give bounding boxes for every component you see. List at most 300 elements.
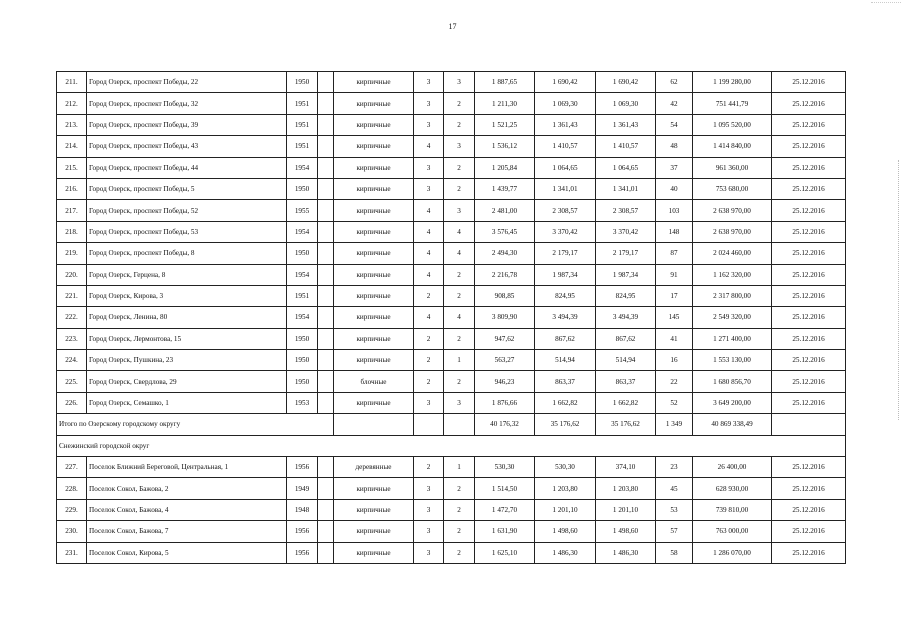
area-residential-cell: 514,94 — [596, 350, 656, 371]
table-row — [57, 136, 846, 157]
table-body-totals — [57, 414, 846, 457]
cost-cell: 1 553 130,00 — [693, 350, 772, 371]
residents-cell: 103 — [656, 200, 693, 221]
area-total-cell: 1 536,12 — [475, 136, 535, 157]
total-label: Итого по Озерскому городскому округу — [57, 414, 334, 435]
area-residential-cell: 1 690,42 — [596, 72, 656, 93]
row-number: 222. — [57, 307, 87, 328]
year-cell: 1949 — [287, 478, 318, 499]
address-cell: Город Озерск, проспект Победы, 44 — [87, 157, 287, 178]
address-cell: Город Озерск, проспект Победы, 32 — [87, 93, 287, 114]
table-body-snezhinsk — [57, 457, 846, 564]
area-residential-cell: 1 361,43 — [596, 114, 656, 135]
row-number: 227. — [57, 457, 87, 478]
floors-cell: 2 — [414, 371, 444, 392]
entrances-cell: 4 — [444, 221, 475, 242]
floors-cell: 2 — [414, 285, 444, 306]
floors-cell: 4 — [414, 136, 444, 157]
area-total-cell: 3 576,45 — [475, 221, 535, 242]
year-cell: 1948 — [287, 499, 318, 520]
entrances-cell: 1 — [444, 457, 475, 478]
year-cell: 1956 — [287, 457, 318, 478]
wall-material-cell: кирпичные — [334, 178, 414, 199]
table-row — [57, 350, 846, 371]
date-cell: 25.12.2016 — [772, 178, 846, 199]
blank-cell — [318, 521, 334, 542]
date-cell: 25.12.2016 — [772, 350, 846, 371]
residents-cell: 148 — [656, 221, 693, 242]
entrances-cell: 3 — [444, 72, 475, 93]
area-living-cell: 530,30 — [535, 457, 596, 478]
date-cell: 25.12.2016 — [772, 371, 846, 392]
residents-cell: 45 — [656, 478, 693, 499]
table-row — [57, 114, 846, 135]
wall-material-cell: кирпичные — [334, 221, 414, 242]
blank-cell — [318, 200, 334, 221]
table-row — [57, 521, 846, 542]
section-label: Снежинский городской округ — [57, 435, 846, 456]
year-cell: 1951 — [287, 285, 318, 306]
year-cell: 1951 — [287, 114, 318, 135]
area-living-cell: 514,94 — [535, 350, 596, 371]
total-row-ozersk — [57, 414, 846, 435]
address-cell: Поселок Сокол, Бажова, 2 — [87, 478, 287, 499]
area-living-cell: 1 341,01 — [535, 178, 596, 199]
area-total-cell: 1 211,30 — [475, 93, 535, 114]
area-living-cell: 1 690,42 — [535, 72, 596, 93]
wall-material-cell: кирпичные — [334, 285, 414, 306]
area-total-cell: 947,62 — [475, 328, 535, 349]
row-number: 226. — [57, 392, 87, 413]
entrances-cell: 2 — [444, 499, 475, 520]
area-total-cell: 1 514,50 — [475, 478, 535, 499]
floors-cell: 3 — [414, 114, 444, 135]
floors-cell: 3 — [414, 521, 444, 542]
cost-cell: 1 286 070,00 — [693, 542, 772, 563]
address-cell: Город Озерск, проспект Победы, 43 — [87, 136, 287, 157]
row-number: 224. — [57, 350, 87, 371]
area-total-cell: 1 631,90 — [475, 521, 535, 542]
area-total-cell: 3 809,90 — [475, 307, 535, 328]
entrances-cell: 2 — [444, 178, 475, 199]
floors-cell: 4 — [414, 200, 444, 221]
address-cell: Поселок Сокол, Бажова, 4 — [87, 499, 287, 520]
floors-cell: 4 — [414, 264, 444, 285]
residents-cell: 91 — [656, 264, 693, 285]
cost-cell: 2 549 320,00 — [693, 307, 772, 328]
date-cell: 25.12.2016 — [772, 478, 846, 499]
cost-cell: 2 024 460,00 — [693, 243, 772, 264]
area-living-cell: 1 498,60 — [535, 521, 596, 542]
year-cell: 1950 — [287, 178, 318, 199]
area-residential-cell: 1 498,60 — [596, 521, 656, 542]
year-cell: 1950 — [287, 72, 318, 93]
page-number: 17 — [448, 22, 457, 31]
date-cell: 25.12.2016 — [772, 499, 846, 520]
floors-cell: 3 — [414, 157, 444, 178]
year-cell: 1953 — [287, 392, 318, 413]
blank-cell — [318, 178, 334, 199]
area-total-cell: 908,85 — [475, 285, 535, 306]
residents-cell: 16 — [656, 350, 693, 371]
area-residential-cell: 2 179,17 — [596, 243, 656, 264]
cost-cell: 2 317 800,00 — [693, 285, 772, 306]
row-number: 216. — [57, 178, 87, 199]
floors-cell: 3 — [414, 72, 444, 93]
total-blank-cell — [334, 414, 414, 435]
table-row — [57, 221, 846, 242]
wall-material-cell: кирпичные — [334, 307, 414, 328]
area-total-cell: 1 472,70 — [475, 499, 535, 520]
blank-cell — [318, 243, 334, 264]
wall-material-cell: кирпичные — [334, 478, 414, 499]
year-cell: 1954 — [287, 264, 318, 285]
wall-material-cell: кирпичные — [334, 499, 414, 520]
year-cell: 1956 — [287, 542, 318, 563]
wall-material-cell: деревянные — [334, 457, 414, 478]
total-area-residential: 35 176,62 — [596, 414, 656, 435]
year-cell: 1950 — [287, 350, 318, 371]
area-total-cell: 1 439,77 — [475, 178, 535, 199]
floors-cell: 3 — [414, 178, 444, 199]
area-total-cell: 1 625,10 — [475, 542, 535, 563]
area-total-cell: 2 216,78 — [475, 264, 535, 285]
row-number: 211. — [57, 72, 87, 93]
floors-cell: 3 — [414, 478, 444, 499]
blank-cell — [318, 93, 334, 114]
entrances-cell: 2 — [444, 285, 475, 306]
area-living-cell: 3 494,39 — [535, 307, 596, 328]
entrances-cell: 1 — [444, 350, 475, 371]
blank-cell — [318, 221, 334, 242]
table-row — [57, 72, 846, 93]
date-cell: 25.12.2016 — [772, 521, 846, 542]
row-number: 225. — [57, 371, 87, 392]
area-total-cell: 530,30 — [475, 457, 535, 478]
area-living-cell: 2 308,57 — [535, 200, 596, 221]
wall-material-cell: блочные — [334, 371, 414, 392]
area-living-cell: 1 987,34 — [535, 264, 596, 285]
table-row — [57, 178, 846, 199]
total-area-living: 35 176,62 — [535, 414, 596, 435]
row-number: 217. — [57, 200, 87, 221]
entrances-cell: 3 — [444, 136, 475, 157]
area-residential-cell: 1 486,30 — [596, 542, 656, 563]
floors-cell: 2 — [414, 328, 444, 349]
residents-cell: 40 — [656, 178, 693, 199]
section-header-snezhinsk — [57, 435, 846, 456]
table-row — [57, 457, 846, 478]
area-living-cell: 1 662,82 — [535, 392, 596, 413]
residents-cell: 23 — [656, 457, 693, 478]
area-total-cell: 2 481,00 — [475, 200, 535, 221]
wall-material-cell: кирпичные — [334, 72, 414, 93]
area-living-cell: 3 370,42 — [535, 221, 596, 242]
date-cell: 25.12.2016 — [772, 200, 846, 221]
row-number: 215. — [57, 157, 87, 178]
row-number: 228. — [57, 478, 87, 499]
residents-cell: 62 — [656, 72, 693, 93]
table-body-ozersk — [57, 72, 846, 414]
cost-cell: 3 649 200,00 — [693, 392, 772, 413]
cost-cell: 751 441,79 — [693, 93, 772, 114]
table-row — [57, 285, 846, 306]
table-row — [57, 328, 846, 349]
area-residential-cell: 1 203,80 — [596, 478, 656, 499]
wall-material-cell: кирпичные — [334, 521, 414, 542]
row-number: 212. — [57, 93, 87, 114]
blank-cell — [318, 542, 334, 563]
year-cell: 1954 — [287, 221, 318, 242]
date-cell: 25.12.2016 — [772, 136, 846, 157]
area-living-cell: 824,95 — [535, 285, 596, 306]
blank-cell — [318, 499, 334, 520]
blank-cell — [318, 157, 334, 178]
total-residents: 1 349 — [656, 414, 693, 435]
table-row — [57, 478, 846, 499]
residents-cell: 22 — [656, 371, 693, 392]
row-number: 220. — [57, 264, 87, 285]
row-number: 214. — [57, 136, 87, 157]
address-cell: Город Озерск, Семашко, 1 — [87, 392, 287, 413]
residents-cell: 48 — [656, 136, 693, 157]
area-residential-cell: 3 370,42 — [596, 221, 656, 242]
wall-material-cell: кирпичные — [334, 157, 414, 178]
date-cell: 25.12.2016 — [772, 457, 846, 478]
area-residential-cell: 1 069,30 — [596, 93, 656, 114]
cost-cell: 1 414 840,00 — [693, 136, 772, 157]
wall-material-cell: кирпичные — [334, 93, 414, 114]
date-cell: 25.12.2016 — [772, 307, 846, 328]
cost-cell: 961 360,00 — [693, 157, 772, 178]
entrances-cell: 4 — [444, 243, 475, 264]
area-residential-cell: 1 987,34 — [596, 264, 656, 285]
entrances-cell: 3 — [444, 200, 475, 221]
date-cell: 25.12.2016 — [772, 243, 846, 264]
date-cell: 25.12.2016 — [772, 72, 846, 93]
cost-cell: 1 199 280,00 — [693, 72, 772, 93]
area-living-cell: 1 064,65 — [535, 157, 596, 178]
blank-cell — [318, 264, 334, 285]
area-total-cell: 2 494,30 — [475, 243, 535, 264]
table-row — [57, 307, 846, 328]
area-living-cell: 1 201,10 — [535, 499, 596, 520]
wall-material-cell: кирпичные — [334, 136, 414, 157]
area-residential-cell: 1 201,10 — [596, 499, 656, 520]
cost-cell: 739 810,00 — [693, 499, 772, 520]
wall-material-cell: кирпичные — [334, 328, 414, 349]
table-row — [57, 371, 846, 392]
area-total-cell: 1 876,66 — [475, 392, 535, 413]
residents-cell: 41 — [656, 328, 693, 349]
date-cell: 25.12.2016 — [772, 328, 846, 349]
year-cell: 1951 — [287, 136, 318, 157]
row-number: 219. — [57, 243, 87, 264]
area-living-cell: 1 361,43 — [535, 114, 596, 135]
floors-cell: 3 — [414, 392, 444, 413]
entrances-cell: 2 — [444, 114, 475, 135]
date-cell: 25.12.2016 — [772, 114, 846, 135]
residents-cell: 57 — [656, 521, 693, 542]
residents-cell: 58 — [656, 542, 693, 563]
year-cell: 1950 — [287, 371, 318, 392]
floors-cell: 3 — [414, 499, 444, 520]
entrances-cell: 2 — [444, 93, 475, 114]
entrances-cell: 2 — [444, 371, 475, 392]
cost-cell: 1 680 856,70 — [693, 371, 772, 392]
wall-material-cell: кирпичные — [334, 114, 414, 135]
total-area-total: 40 176,32 — [475, 414, 535, 435]
row-number: 231. — [57, 542, 87, 563]
area-residential-cell: 1 410,57 — [596, 136, 656, 157]
area-living-cell: 867,62 — [535, 328, 596, 349]
housing-registry-table — [56, 71, 846, 564]
address-cell: Поселок Сокол, Кирова, 5 — [87, 542, 287, 563]
blank-cell — [318, 457, 334, 478]
total-cost: 40 869 338,49 — [693, 414, 772, 435]
residents-cell: 145 — [656, 307, 693, 328]
area-residential-cell: 1 662,82 — [596, 392, 656, 413]
area-residential-cell: 2 308,57 — [596, 200, 656, 221]
residents-cell: 52 — [656, 392, 693, 413]
date-cell: 25.12.2016 — [772, 157, 846, 178]
blank-cell — [318, 328, 334, 349]
wall-material-cell: кирпичные — [334, 200, 414, 221]
table-row — [57, 93, 846, 114]
year-cell: 1950 — [287, 328, 318, 349]
row-number: 229. — [57, 499, 87, 520]
total-blank-cell — [772, 414, 846, 435]
cost-cell: 763 000,00 — [693, 521, 772, 542]
cost-cell: 26 400,00 — [693, 457, 772, 478]
address-cell: Город Озерск, проспект Победы, 52 — [87, 200, 287, 221]
area-residential-cell: 1 341,01 — [596, 178, 656, 199]
address-cell: Поселок Ближний Береговой, Центральная, 1 — [87, 457, 287, 478]
residents-cell: 42 — [656, 93, 693, 114]
floors-cell: 3 — [414, 542, 444, 563]
address-cell: Поселок Сокол, Бажова, 7 — [87, 521, 287, 542]
address-cell: Город Озерск, проспект Победы, 39 — [87, 114, 287, 135]
wall-material-cell: кирпичные — [334, 542, 414, 563]
blank-cell — [318, 72, 334, 93]
entrances-cell: 2 — [444, 542, 475, 563]
row-number: 213. — [57, 114, 87, 135]
date-cell: 25.12.2016 — [772, 221, 846, 242]
address-cell: Город Озерск, Кирова, 3 — [87, 285, 287, 306]
residents-cell: 37 — [656, 157, 693, 178]
wall-material-cell: кирпичные — [334, 264, 414, 285]
blank-cell — [318, 478, 334, 499]
entrances-cell: 2 — [444, 478, 475, 499]
year-cell: 1955 — [287, 200, 318, 221]
date-cell: 25.12.2016 — [772, 392, 846, 413]
cost-cell: 1 095 520,00 — [693, 114, 772, 135]
area-total-cell: 1 205,84 — [475, 157, 535, 178]
floors-cell: 2 — [414, 350, 444, 371]
address-cell: Город Озерск, Пушкина, 23 — [87, 350, 287, 371]
area-residential-cell: 374,10 — [596, 457, 656, 478]
total-blank-cell — [444, 414, 475, 435]
address-cell: Город Озерск, проспект Победы, 22 — [87, 72, 287, 93]
table-row — [57, 392, 846, 413]
table-row — [57, 264, 846, 285]
residents-cell: 87 — [656, 243, 693, 264]
area-total-cell: 946,23 — [475, 371, 535, 392]
year-cell: 1956 — [287, 521, 318, 542]
entrances-cell: 2 — [444, 264, 475, 285]
date-cell: 25.12.2016 — [772, 264, 846, 285]
table-row — [57, 499, 846, 520]
area-residential-cell: 1 064,65 — [596, 157, 656, 178]
address-cell: Город Озерск, проспект Победы, 5 — [87, 178, 287, 199]
area-living-cell: 1 486,30 — [535, 542, 596, 563]
blank-cell — [318, 371, 334, 392]
area-residential-cell: 824,95 — [596, 285, 656, 306]
blank-cell — [318, 392, 334, 413]
cost-cell: 1 162 320,00 — [693, 264, 772, 285]
blank-cell — [318, 350, 334, 371]
wall-material-cell: кирпичные — [334, 392, 414, 413]
cost-cell: 628 930,00 — [693, 478, 772, 499]
year-cell: 1950 — [287, 243, 318, 264]
area-total-cell: 563,27 — [475, 350, 535, 371]
address-cell: Город Озерск, Герцена, 8 — [87, 264, 287, 285]
address-cell: Город Озерск, Ленина, 80 — [87, 307, 287, 328]
area-total-cell: 1 521,25 — [475, 114, 535, 135]
blank-cell — [318, 114, 334, 135]
area-living-cell: 2 179,17 — [535, 243, 596, 264]
floors-cell: 2 — [414, 457, 444, 478]
floors-cell: 4 — [414, 243, 444, 264]
year-cell: 1954 — [287, 157, 318, 178]
floors-cell: 4 — [414, 307, 444, 328]
cost-cell: 753 680,00 — [693, 178, 772, 199]
row-number: 218. — [57, 221, 87, 242]
area-living-cell: 1 203,80 — [535, 478, 596, 499]
year-cell: 1951 — [287, 93, 318, 114]
cost-cell: 2 638 970,00 — [693, 200, 772, 221]
table-row — [57, 542, 846, 563]
table-row — [57, 243, 846, 264]
table-row — [57, 157, 846, 178]
entrances-cell: 2 — [444, 157, 475, 178]
cost-cell: 1 271 400,00 — [693, 328, 772, 349]
row-number: 230. — [57, 521, 87, 542]
area-total-cell: 1 887,65 — [475, 72, 535, 93]
total-blank-cell — [414, 414, 444, 435]
row-number: 223. — [57, 328, 87, 349]
area-residential-cell: 867,62 — [596, 328, 656, 349]
year-cell: 1954 — [287, 307, 318, 328]
area-living-cell: 863,37 — [535, 371, 596, 392]
area-residential-cell: 863,37 — [596, 371, 656, 392]
address-cell: Город Озерск, Свердлова, 29 — [87, 371, 287, 392]
scan-artifact — [871, 2, 901, 4]
date-cell: 25.12.2016 — [772, 93, 846, 114]
address-cell: Город Озерск, Лермонтова, 15 — [87, 328, 287, 349]
address-cell: Город Озерск, проспект Победы, 8 — [87, 243, 287, 264]
cost-cell: 2 638 970,00 — [693, 221, 772, 242]
area-living-cell: 1 069,30 — [535, 93, 596, 114]
date-cell: 25.12.2016 — [772, 542, 846, 563]
blank-cell — [318, 307, 334, 328]
blank-cell — [318, 285, 334, 306]
scan-artifact — [894, 160, 899, 420]
address-cell: Город Озерск, проспект Победы, 53 — [87, 221, 287, 242]
entrances-cell: 3 — [444, 392, 475, 413]
residents-cell: 53 — [656, 499, 693, 520]
floors-cell: 4 — [414, 221, 444, 242]
